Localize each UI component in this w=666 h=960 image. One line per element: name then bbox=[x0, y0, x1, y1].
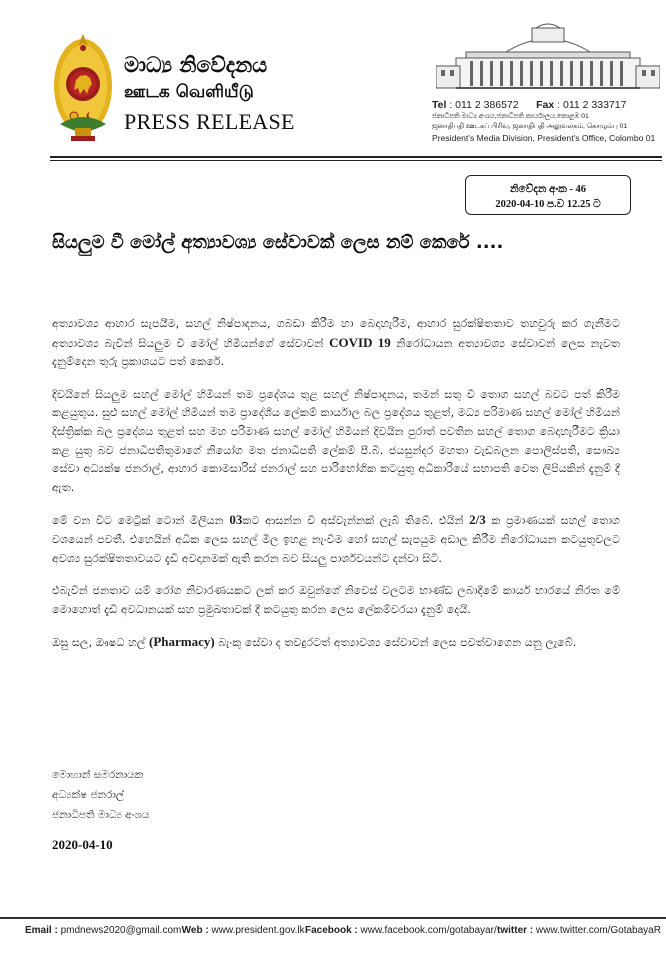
paragraph-5 bbox=[52, 633, 620, 653]
address-english: President's Media Division, President's Office, Colombo 01 bbox=[432, 133, 656, 143]
footer-web bbox=[182, 925, 305, 936]
tel-label: Tel bbox=[432, 99, 447, 111]
signature-block bbox=[52, 765, 149, 853]
reference-number: නිවේදන අංක - 46 bbox=[510, 184, 586, 195]
email-link[interactable]: pmdnews2020@gmail.com bbox=[60, 925, 182, 936]
sri-lanka-emblem-icon bbox=[52, 32, 114, 144]
footer-twitter bbox=[497, 925, 661, 936]
paragraph-5-text-a: ඔසු සල, ඖෂධ හල් bbox=[52, 636, 146, 650]
tel-value: : 011 2 386572 bbox=[449, 99, 519, 111]
web-link[interactable]: www.president.gov.lk bbox=[211, 925, 305, 936]
pharmacy-label: (Pharmacy) bbox=[149, 634, 215, 650]
header-rule bbox=[50, 156, 662, 158]
footer bbox=[25, 925, 661, 936]
reference-box bbox=[465, 175, 631, 215]
fax-label: Fax bbox=[536, 99, 555, 111]
fraction-figure: 2/3 bbox=[469, 512, 486, 528]
paragraph-4: එබැවින් ජනතාව යම් රෝග නිවාරණයකට ලක් කර ඔවුන්ගේ නිවෙස් වලටම භාණ්ඩ ලබාදීමේ කාර්ය භාරයේ නිරත මේ මොහොත් දැඩි අවධානයක් සහ ප්‍රමුඛතාවක් දී කටයුතු කරන ලෙස ලේකම්වරයා දැනුම් දෙයි. bbox=[52, 584, 620, 616]
paragraph-1-text-a: අත්‍යාවශ්‍ය ආහාර සැපයීම, සහල් නිෂ්පාදනය, ගබඩා කිරීම හා බෙදාහැරීම, ආහාර සුරක්ෂිතතාව තහවුරු කර ගැනීමට අත්‍යාවශ්‍ය බැවින් සියලුම වී මෝල් හිමියන්ගේ සේවාවන් bbox=[52, 317, 620, 350]
masthead bbox=[124, 52, 295, 136]
paragraph-3 bbox=[52, 511, 620, 568]
header-rule-thin bbox=[50, 160, 662, 161]
footer-rule bbox=[0, 917, 666, 919]
reference-datetime: 2020-04-10 ප.ව 12.25 ට bbox=[495, 199, 601, 210]
release-date: 2020-04-10 bbox=[52, 837, 113, 852]
body-text bbox=[52, 315, 620, 667]
harvest-figure: 03 bbox=[229, 512, 243, 528]
footer-facebook bbox=[305, 925, 497, 936]
fax-value: : 011 2 333717 bbox=[557, 99, 627, 111]
paragraph-1 bbox=[52, 315, 620, 372]
covid-19-label: COVID 19 bbox=[329, 334, 391, 350]
twitter-link[interactable]: www.twitter.com/GotabayaR bbox=[535, 925, 661, 936]
facebook-label: Facebook : bbox=[304, 925, 358, 936]
address-sinhala: ජනාධිපති මාධ්‍ය අංශය,ජනාධිපති කාර්යාලය,කොළඹ 01 bbox=[432, 113, 589, 120]
signatory-name: මොහාන් සමරනායක bbox=[52, 769, 144, 781]
address-tamil: ஜனாதிபதி ஊடகப் பிரிவு, ஜனாதிபதி அலுவலகம், கொழும்பு 01 bbox=[432, 123, 628, 130]
paragraph-2: දිවයිනේ සියලුම සහල් මෝල් හිමියන් තම ප්‍රදේශය තුළ සහල් නිෂ්පාදනය, තමන් සතු වී තොග සහල් බවට පත් කිරීම කළයුතුය. සුළු සහල් මෝල් හිමියන් තම ප්‍රාදේශීය ලේකම් කාර්යාල බල ප්‍රදේශය තුළත්, මධ්‍ය පරිමාණ සහල් මෝල් හිමියන් දිස්ත්‍රික්ක බල ප්‍රදේශය තුළත් සහ මහ පරිමාණ සහල් මෝල් හිමියන් දිවයින පුරාත් පවතින සහල් තොග බෙදාහැරීමට ක්‍රියා කළ යුතු බව ජනාධිපතිතුමාගේ නියෝග මත ජනාධිපති ලේකම් පී.බී. ජයසුන්දර මහතා වැඩබලන පොලිස්පති, සෞඛ්‍ය සේවා අධ්‍යක්ෂ ජනරාල්, ආහාර කොමසාරිස් ජනරාල් සහ පාරිභෝගික කටයුතු අධිකාරියේ සභාපති වෙත ලිපියකින් දැනුම් දී ඇත. bbox=[52, 387, 620, 494]
paragraph-1-text-b: නිරෝධායන අත්‍යාවශ්‍ය සේවාවන් ලෙස නැවත දැනුම්දෙන තුරු ප්‍රකාශයට පත් කෙරේ. bbox=[52, 336, 620, 369]
paragraph-3-text-a: මේ වන විට මෙට්‍රික් ටොන් මිලියන bbox=[52, 514, 224, 528]
paragraph-3-text-b: කට ආසන්න වී අස්වැන්නක් ලැබී තිබේ. එයින් bbox=[242, 514, 464, 528]
masthead-english: PRESS RELEASE bbox=[124, 109, 295, 134]
phone-fax-line bbox=[432, 99, 662, 112]
email-label: Email : bbox=[25, 925, 58, 936]
signatory-title: අධ්‍යක්ෂ ජනරාල් bbox=[52, 789, 124, 801]
masthead-tamil: ஊடக வெளியீடு bbox=[124, 82, 254, 102]
footer-email bbox=[25, 925, 181, 936]
twitter-label: twitter : bbox=[497, 925, 534, 936]
masthead-sinhala: මාධ්‍ය නිවේදනය bbox=[124, 53, 268, 77]
web-label: Web : bbox=[181, 925, 209, 936]
paragraph-5-text-b: බැංකු සේවා ද තවදුරටත් අත්‍යාවශ්‍ය සේවාවන් ලෙස පවත්වාගෙන යනු ලැබේ. bbox=[218, 636, 577, 650]
contact-block bbox=[432, 99, 662, 144]
signatory-division: ජනාධිපති මාධ්‍ය අංශය bbox=[52, 809, 150, 821]
paragraph-3-text-c: ක ප්‍රමාණයක් සහල් තොග වශයෙන් පවතී. එහෙයින් අධික ලෙස සහල් මිල ඉහළ නැංවීම හෝ සහල් සැපයුම අඩාල කිරීම නිරෝධායන කටයුතුවලට අවශ්‍ය සුරක්ෂිතතාවයට දැඩි අවදානමක් ඇති කරන බව සියලු පාර්ශවයන්ට දන්වා සිටී. bbox=[52, 514, 621, 565]
facebook-link[interactable]: www.facebook.com/gotabayar/ bbox=[360, 925, 497, 936]
presidential-secretariat-building-icon bbox=[436, 22, 660, 94]
headline: සියලුම වී මෝල් අත්‍යාවශ්‍ය සේවාවක් ලෙස නම් කෙරේ .... bbox=[52, 232, 504, 253]
